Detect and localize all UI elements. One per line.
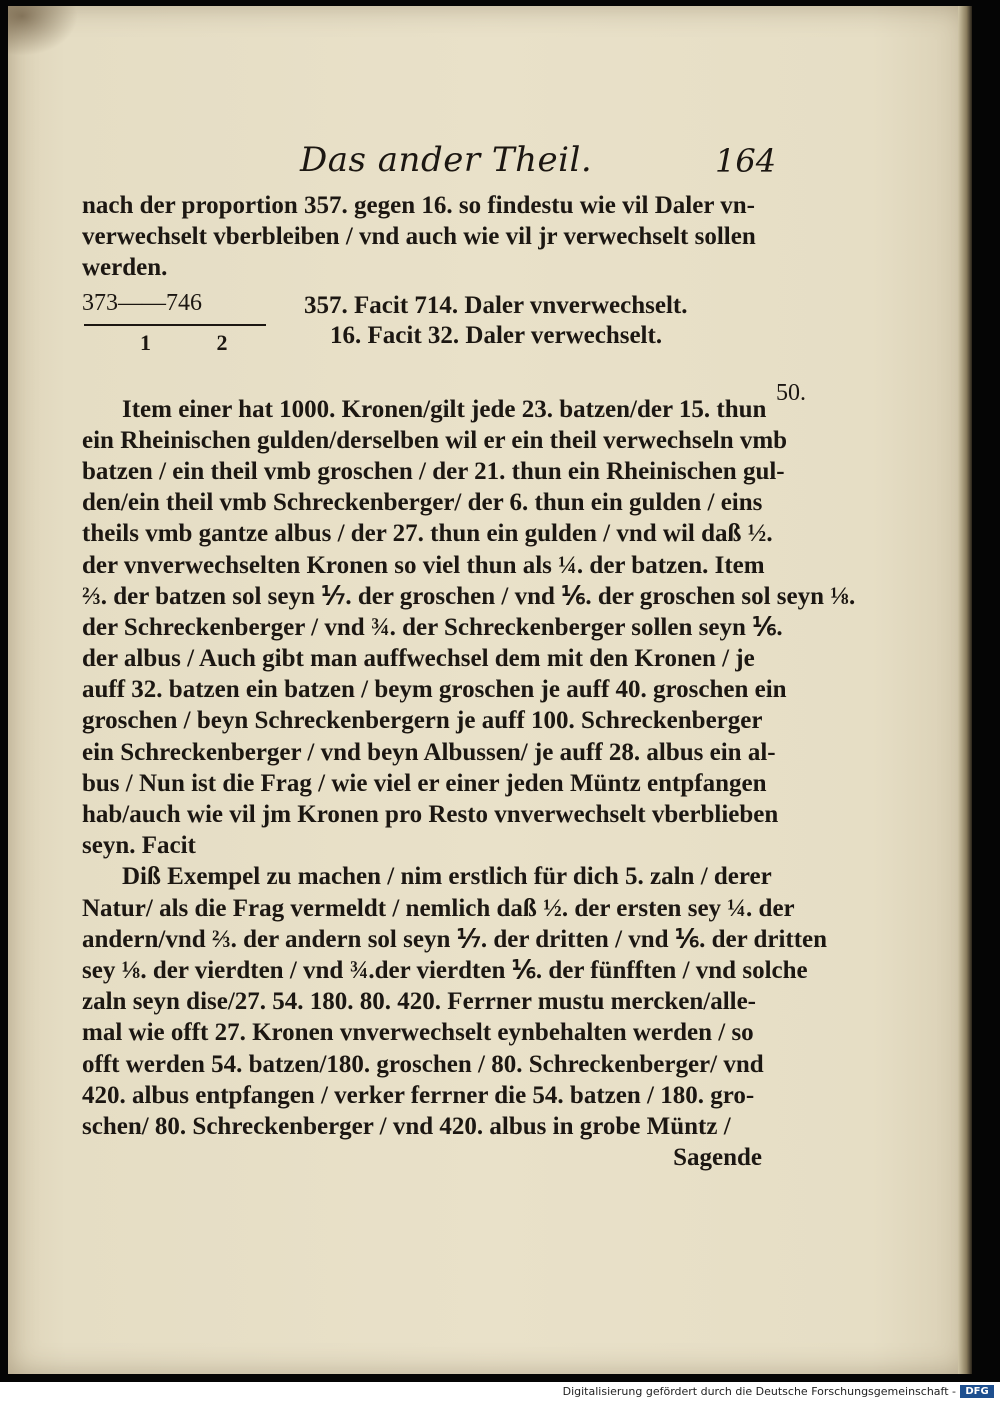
text-line: werden.	[82, 254, 168, 282]
text-line: andern/vnd ⅔. der andern sol seyn ⅐. der dritten / vnd ⅙. der dritten	[82, 925, 828, 953]
calculation-block	[82, 290, 762, 365]
margin-note: 50.	[776, 380, 806, 406]
facit-line-2: 16. Facit 32. Daler verwechselt.	[330, 322, 663, 349]
text-line: seyn. Facit	[82, 832, 196, 860]
facit-line-1: 357. Facit 714. Daler vnverwechselt.	[304, 292, 688, 319]
text-line: sey ⅛. der vierdten / vnd ¾.der vierdten ⅙. der fünfften / vnd solche	[82, 956, 808, 984]
dfg-logo: DFG	[960, 1385, 994, 1398]
ratio-rule	[84, 324, 266, 326]
text-line: der Schreckenberger / vnd ¾. der Schreckenberger sollen seyn ⅙.	[82, 613, 783, 641]
credit-bar	[0, 1382, 1000, 1401]
text-line: auff 32. batzen ein batzen / beym groschen je auff 40. groschen ein	[82, 676, 787, 704]
credit-text: Digitalisierung gefördert durch die Deutsche Forschungsgemeinschaft -	[562, 1385, 956, 1398]
text-line: der vnverwechselten Kronen so viel thun als ¼. der batzen. Item	[82, 551, 765, 579]
text-line: Diß Exempel zu machen / nim erstlich für dich 5. zaln / derer	[122, 863, 772, 891]
text-line: hab/auch wie vil jm Kronen pro Resto vnverwechselt vberblieben	[82, 801, 779, 828]
catchword: Sagende	[673, 1144, 762, 1172]
text-line: offt werden 54. batzen/180. groschen / 80. Schreckenberger/ vnd	[82, 1050, 764, 1078]
text-line: mal wie offt 27. Kronen vnverwechselt eynbehalten werden / so	[82, 1019, 754, 1047]
running-head: Das ander Theil.	[300, 140, 593, 180]
text-line: verwechselt vberbleiben / vnd auch wie vil jr verwechselt sollen	[82, 223, 756, 251]
text-line: groschen / beyn Schreckenbergern je auff 100. Schreckenberger	[82, 707, 763, 735]
ratio-bottom: 1 2	[140, 330, 228, 355]
page-header	[0, 140, 1000, 190]
corner-stain	[8, 6, 78, 56]
text-line: ein Rheinischen gulden/derselben wil er ein theil verwechseln vmb	[82, 426, 788, 454]
text-line: nach der proportion 357. gegen 16. so findestu wie vil Daler vn-	[82, 192, 755, 219]
text-line: bus / Nun ist die Frag / wie viel er einer jeden Müntz entpfangen	[82, 769, 767, 797]
text-line: 420. albus entpfangen / verker ferrner die 54. batzen / 180. gro-	[82, 1081, 755, 1109]
text-line: batzen / ein theil vmb groschen / der 21. thun ein Rheinischen gul-	[82, 457, 785, 485]
text-line: schen/ 80. Schreckenberger / vnd 420. albus in grobe Müntz /	[82, 1112, 731, 1140]
text-line: Natur/ als die Frag vermeldt / nemlich daß ½. der ersten sey ¼. der	[82, 894, 795, 922]
text-line: ⅔. der batzen sol seyn ⅐. der groschen / vnd ⅙. der groschen sol seyn ⅛.	[82, 582, 856, 610]
page-edge	[958, 6, 972, 1374]
ratio-top: 373——746	[82, 290, 202, 316]
text-line: den/ein theil vmb Schreckenberger/ der 6. thun ein gulden / eins	[82, 489, 763, 517]
text-line: Item einer hat 1000. Kronen/gilt jede 23. batzen/der 15. thun	[122, 395, 767, 423]
text-line: theils vmb gantze albus / der 27. thun ein gulden / vnd wil daß ½.	[82, 520, 773, 548]
text-line: zaln seyn dise/27. 54. 180. 80. 420. Ferrner mustu mercken/alle-	[82, 988, 757, 1016]
text-line: der albus / Auch gibt man auffwechsel dem mit den Kronen / je	[82, 645, 755, 673]
page-number: 164	[715, 142, 777, 180]
text-line: ein Schreckenberger / vnd beyn Albussen/ je auff 28. albus ein al-	[82, 738, 776, 766]
